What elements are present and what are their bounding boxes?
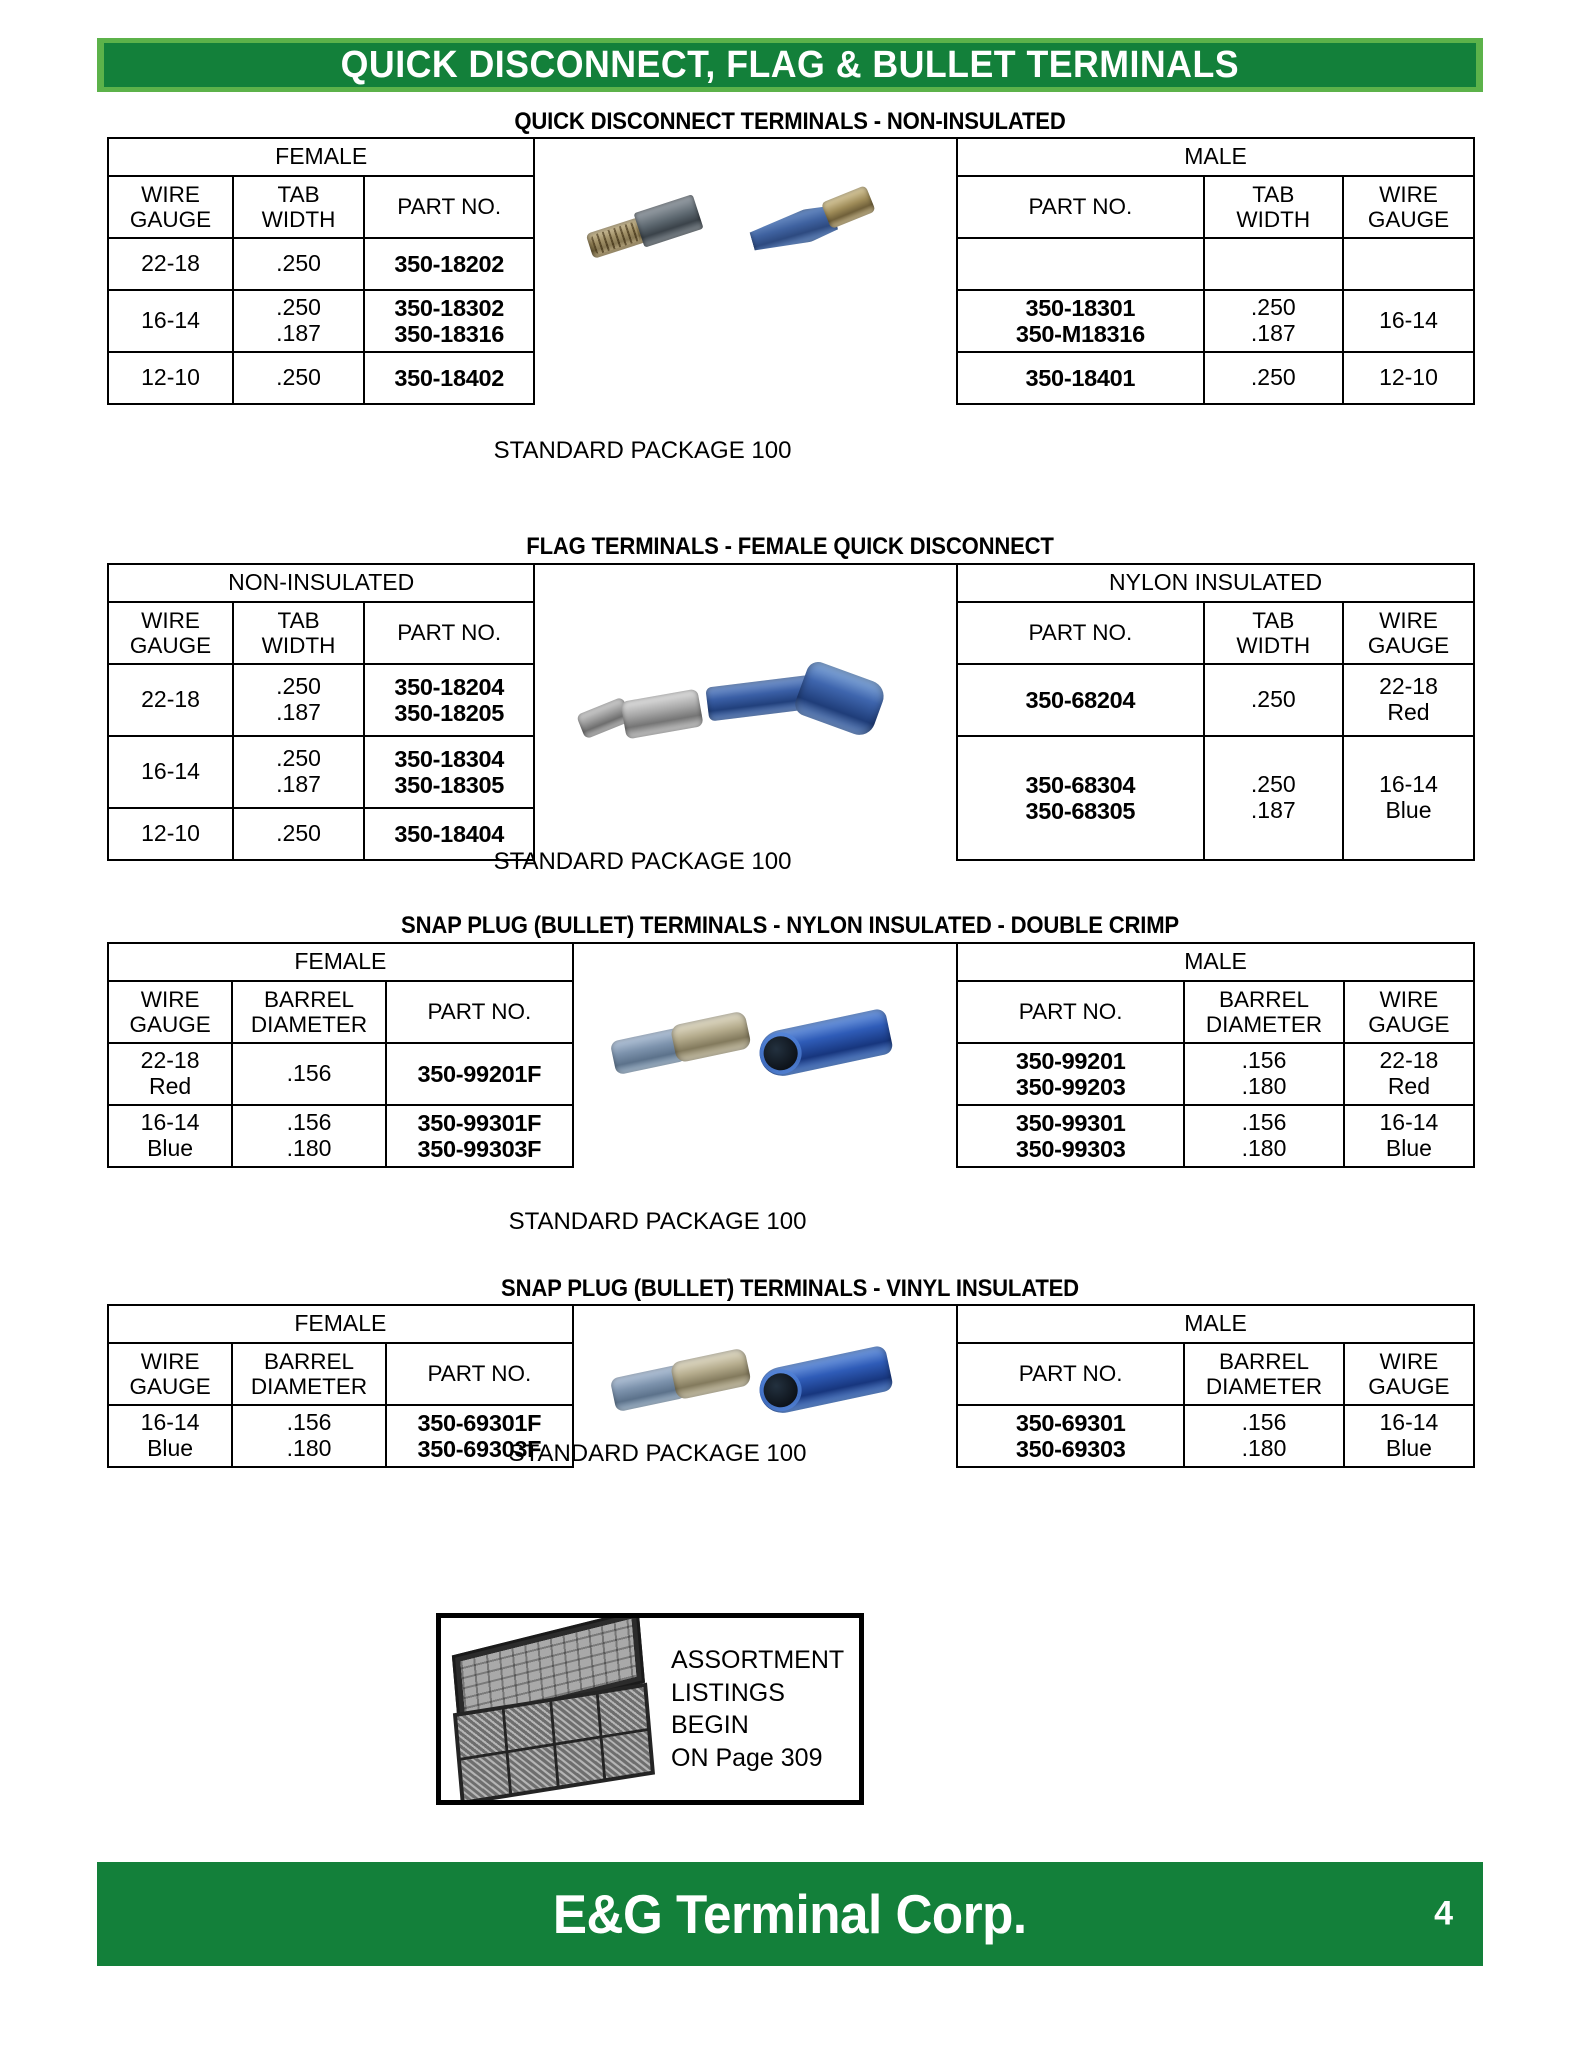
assortment-line-3: BEGIN [671, 1711, 749, 1739]
assortment-case-photo [441, 1618, 659, 1800]
cell-part-no: 350-18302 350-18316 [364, 290, 534, 352]
assortment-line-1: ASSORTMENT [671, 1646, 845, 1674]
cell-part-no-right: 350-99201 350-99203 [957, 1043, 1184, 1105]
cell-tab-width: .250 [233, 238, 364, 290]
section-title-snap-plug-vinyl: SNAP PLUG (BULLET) TERMINALS - VINYL INSULATED [501, 1275, 1079, 1302]
col-header-tab-width-right: TAB WIDTH [1204, 176, 1343, 238]
table-row-group-header [108, 943, 1474, 981]
cell-part-no-right: 350-18301 350-M18316 [957, 290, 1204, 352]
col-header-wire-gauge-left: WIRE GAUGE [108, 1343, 232, 1405]
col-header-wire-gauge-left: WIRE GAUGE [108, 602, 233, 664]
page-number: 4 [1434, 1894, 1453, 1933]
group-header-male: MALE [957, 138, 1474, 176]
page-footer-bar [97, 1862, 1483, 1966]
cell-part-no-right: 350-68304 350-68305 [957, 736, 1204, 860]
section-title-quick-disconnect: QUICK DISCONNECT TERMINALS - NON-INSULATED [514, 108, 1066, 135]
col-header-tab-width-left: TAB WIDTH [233, 602, 364, 664]
col-header-wire-gauge-right: WIRE GAUGE [1344, 981, 1474, 1043]
section-title-flag-terminals: FLAG TERMINALS - FEMALE QUICK DISCONNECT [526, 533, 1054, 560]
cell-barrel-diameter-right: .156 .180 [1184, 1105, 1344, 1167]
cell-part-no: 350-18304 350-18305 [364, 736, 534, 808]
cell-barrel-diameter: .156 .180 [232, 1105, 386, 1167]
cell-part-no-right [957, 238, 1204, 290]
table-row-group-header [108, 564, 1474, 602]
col-header-wire-gauge-left: WIRE GAUGE [108, 176, 233, 238]
cell-tab-width: .250 [233, 808, 364, 860]
group-header-female: FEMALE [108, 138, 534, 176]
product-photo-cell-quick-disconnect [534, 138, 957, 404]
col-header-part-no-right: PART NO. [957, 1343, 1184, 1405]
package-note-snap-plug-nylon: STANDARD PACKAGE 100 [508, 1208, 807, 1235]
cell-tab-width-right: .250 [1204, 352, 1343, 404]
cell-barrel-diameter-right: .156 .180 [1184, 1405, 1344, 1467]
assortment-text-block [659, 1618, 859, 1800]
cell-part-no-right: 350-18401 [957, 352, 1204, 404]
cell-wire-gauge-right: 12-10 [1343, 352, 1474, 404]
cell-tab-width-right: .250 .187 [1204, 290, 1343, 352]
cell-wire-gauge-right: 22-18 Red [1343, 664, 1474, 736]
col-header-barrel-diameter-right: BARREL DIAMETER [1184, 981, 1344, 1043]
col-header-part-no-left: PART NO. [386, 1343, 573, 1405]
cell-part-no: 350-18202 [364, 238, 534, 290]
cell-part-no-right: 350-99301 350-99303 [957, 1105, 1184, 1167]
col-header-part-no-left: PART NO. [364, 176, 534, 238]
col-header-wire-gauge-right: WIRE GAUGE [1343, 176, 1474, 238]
group-header-nylon-insulated: NYLON INSULATED [957, 564, 1474, 602]
col-header-wire-gauge-right: WIRE GAUGE [1343, 602, 1474, 664]
table-row-group-header [108, 138, 1474, 176]
group-header-male: MALE [957, 943, 1474, 981]
col-header-tab-width-left: TAB WIDTH [233, 176, 364, 238]
cell-tab-width-right: .250 [1204, 664, 1343, 736]
page-header-banner-inner [104, 43, 1476, 87]
product-photo-cell-flag [534, 564, 957, 860]
cell-wire-gauge-right [1343, 238, 1474, 290]
col-header-tab-width-right: TAB WIDTH [1204, 602, 1343, 664]
cell-part-no: 350-99301F 350-99303F [386, 1105, 573, 1167]
cell-tab-width: .250 [233, 352, 364, 404]
table-row-group-header [108, 1305, 1474, 1343]
cell-wire-gauge: 22-18 [108, 238, 233, 290]
cell-wire-gauge: 16-14 [108, 736, 233, 808]
col-header-part-no-left: PART NO. [386, 981, 573, 1043]
assortment-callout-box [436, 1613, 864, 1805]
col-header-part-no-right: PART NO. [957, 176, 1204, 238]
package-note-flag: STANDARD PACKAGE 100 [493, 848, 792, 875]
cell-part-no: 350-18204 350-18205 [364, 664, 534, 736]
cell-wire-gauge: 16-14 Blue [108, 1105, 232, 1167]
cell-part-no-right: 350-69301 350-69303 [957, 1405, 1184, 1467]
cell-wire-gauge: 22-18 Red [108, 1043, 232, 1105]
cell-wire-gauge: 12-10 [108, 808, 233, 860]
product-photo-cell-snap-plug-nylon [573, 943, 957, 1167]
group-header-female: FEMALE [108, 943, 573, 981]
col-header-barrel-diameter-left: BARREL DIAMETER [232, 981, 386, 1043]
cell-part-no: 350-99201F [386, 1043, 573, 1105]
col-header-part-no-left: PART NO. [364, 602, 534, 664]
cell-part-no-right: 350-68204 [957, 664, 1204, 736]
cell-tab-width: .250 .187 [233, 664, 364, 736]
col-header-part-no-right: PART NO. [957, 981, 1184, 1043]
cell-tab-width: .250 .187 [233, 290, 364, 352]
assortment-line-2: LISTINGS [671, 1678, 785, 1707]
package-note-quick-disconnect: STANDARD PACKAGE 100 [493, 437, 792, 464]
group-header-female: FEMALE [108, 1305, 573, 1343]
cell-barrel-diameter: .156 .180 [232, 1405, 386, 1467]
col-header-wire-gauge-left: WIRE GAUGE [108, 981, 232, 1043]
cell-wire-gauge-right: 16-14 Blue [1343, 736, 1474, 860]
cell-wire-gauge: 16-14 [108, 290, 233, 352]
table-snap-plug-nylon [107, 942, 1475, 1168]
cell-barrel-diameter-right: .156 .180 [1184, 1043, 1344, 1105]
col-header-barrel-diameter-left: BARREL DIAMETER [232, 1343, 386, 1405]
page-header-banner [97, 38, 1483, 92]
table-quick-disconnect-terminals [107, 137, 1475, 405]
group-header-male: MALE [957, 1305, 1474, 1343]
col-header-part-no-right: PART NO. [957, 602, 1204, 664]
cell-part-no: 350-18404 [364, 808, 534, 860]
cell-part-no: 350-18402 [364, 352, 534, 404]
col-header-barrel-diameter-right: BARREL DIAMETER [1184, 1343, 1344, 1405]
cell-wire-gauge-right: 22-18 Red [1344, 1043, 1474, 1105]
cell-wire-gauge-right: 16-14 [1343, 290, 1474, 352]
package-note-snap-plug-vinyl: STANDARD PACKAGE 100 [508, 1440, 807, 1467]
page-title: QUICK DISCONNECT, FLAG & BULLET TERMINALS [340, 43, 1240, 86]
assortment-line-4: ON Page 309 [671, 1743, 823, 1772]
group-header-non-insulated: NON-INSULATED [108, 564, 534, 602]
section-title-snap-plug-nylon: SNAP PLUG (BULLET) TERMINALS - NYLON INSULATED - DOUBLE CRIMP [401, 912, 1179, 939]
col-header-wire-gauge-right: WIRE GAUGE [1344, 1343, 1474, 1405]
cell-barrel-diameter: .156 [232, 1043, 386, 1105]
company-name: E&G Terminal Corp. [553, 1883, 1027, 1945]
cell-wire-gauge-right: 16-14 Blue [1344, 1405, 1474, 1467]
cell-tab-width: .250 .187 [233, 736, 364, 808]
cell-wire-gauge-right: 16-14 Blue [1344, 1105, 1474, 1167]
cell-wire-gauge: 12-10 [108, 352, 233, 404]
cell-tab-width-right: .250 .187 [1204, 736, 1343, 860]
table-flag-terminals [107, 563, 1475, 861]
cell-tab-width-right [1204, 238, 1343, 290]
cell-wire-gauge: 16-14 Blue [108, 1405, 232, 1467]
cell-part-no: 350-69301F 350-69303F [386, 1405, 573, 1467]
cell-wire-gauge: 22-18 [108, 664, 233, 736]
